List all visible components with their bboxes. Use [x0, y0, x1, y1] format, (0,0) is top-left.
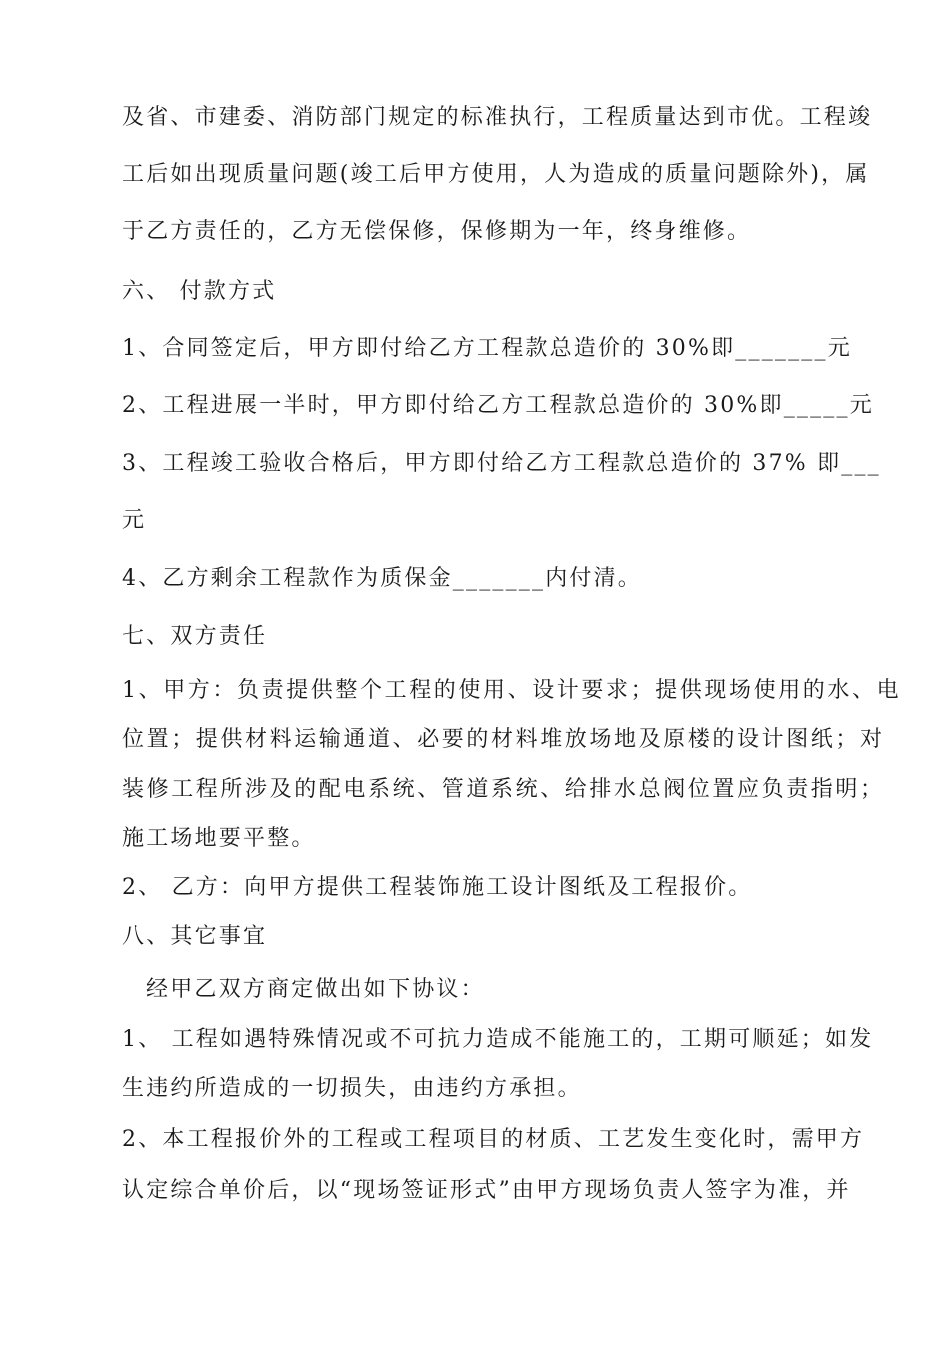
text-line: 元: [122, 508, 147, 533]
text-line: 3、工程竣工验收合格后，甲方即付给乙方工程款总造价的 37% 即___: [122, 451, 881, 476]
text-line: 1、 工程如遇特殊情况或不可抗力造成不能施工的，工期可顺延；如发: [122, 1027, 874, 1052]
text-line: 2、工程进展一半时，甲方即付给乙方工程款总造价的 30%即_____元: [122, 393, 874, 418]
section-heading: 六、 付款方式: [122, 279, 277, 304]
section-heading: 八、其它事宜: [122, 924, 268, 949]
text-line: 认定综合单价后，以“现场签证形式”由甲方现场负责人签字为准，并: [122, 1178, 851, 1203]
section-heading: 七、双方责任: [122, 624, 268, 649]
text-line: 位置；提供材料运输通道、必要的材料堆放场地及原楼的设计图纸；对: [122, 727, 885, 752]
text-line: 2、 乙方：向甲方提供工程装饰施工设计图纸及工程报价。: [122, 875, 753, 900]
text-line: 经甲乙双方商定做出如下协议：: [146, 977, 485, 1002]
text-line: 1、合同签定后，甲方即付给乙方工程款总造价的 30%即_______元: [122, 336, 852, 361]
text-line: 工后如出现质量问题(竣工后甲方使用，人为造成的质量问题除外)，属: [122, 162, 870, 187]
text-line: 1、甲方：负责提供整个工程的使用、设计要求；提供现场使用的水、电: [122, 678, 902, 703]
text-line: 4、乙方剩余工程款作为质保金_______内付清。: [122, 566, 642, 591]
text-line: 装修工程所涉及的配电系统、管道系统、给排水总阀位置应负责指明；: [122, 777, 885, 802]
text-line: 2、本工程报价外的工程或工程项目的材质、工艺发生变化时，需甲方: [122, 1127, 865, 1152]
text-line: 生违约所造成的一切损失，由违约方承担。: [122, 1076, 582, 1101]
text-line: 及省、市建委、消防部门规定的标准执行，工程质量达到市优。工程竣: [122, 105, 873, 130]
text-line: 施工场地要平整。: [122, 826, 316, 851]
text-line: 于乙方责任的，乙方无偿保修，保修期为一年，终身维修。: [122, 219, 752, 244]
